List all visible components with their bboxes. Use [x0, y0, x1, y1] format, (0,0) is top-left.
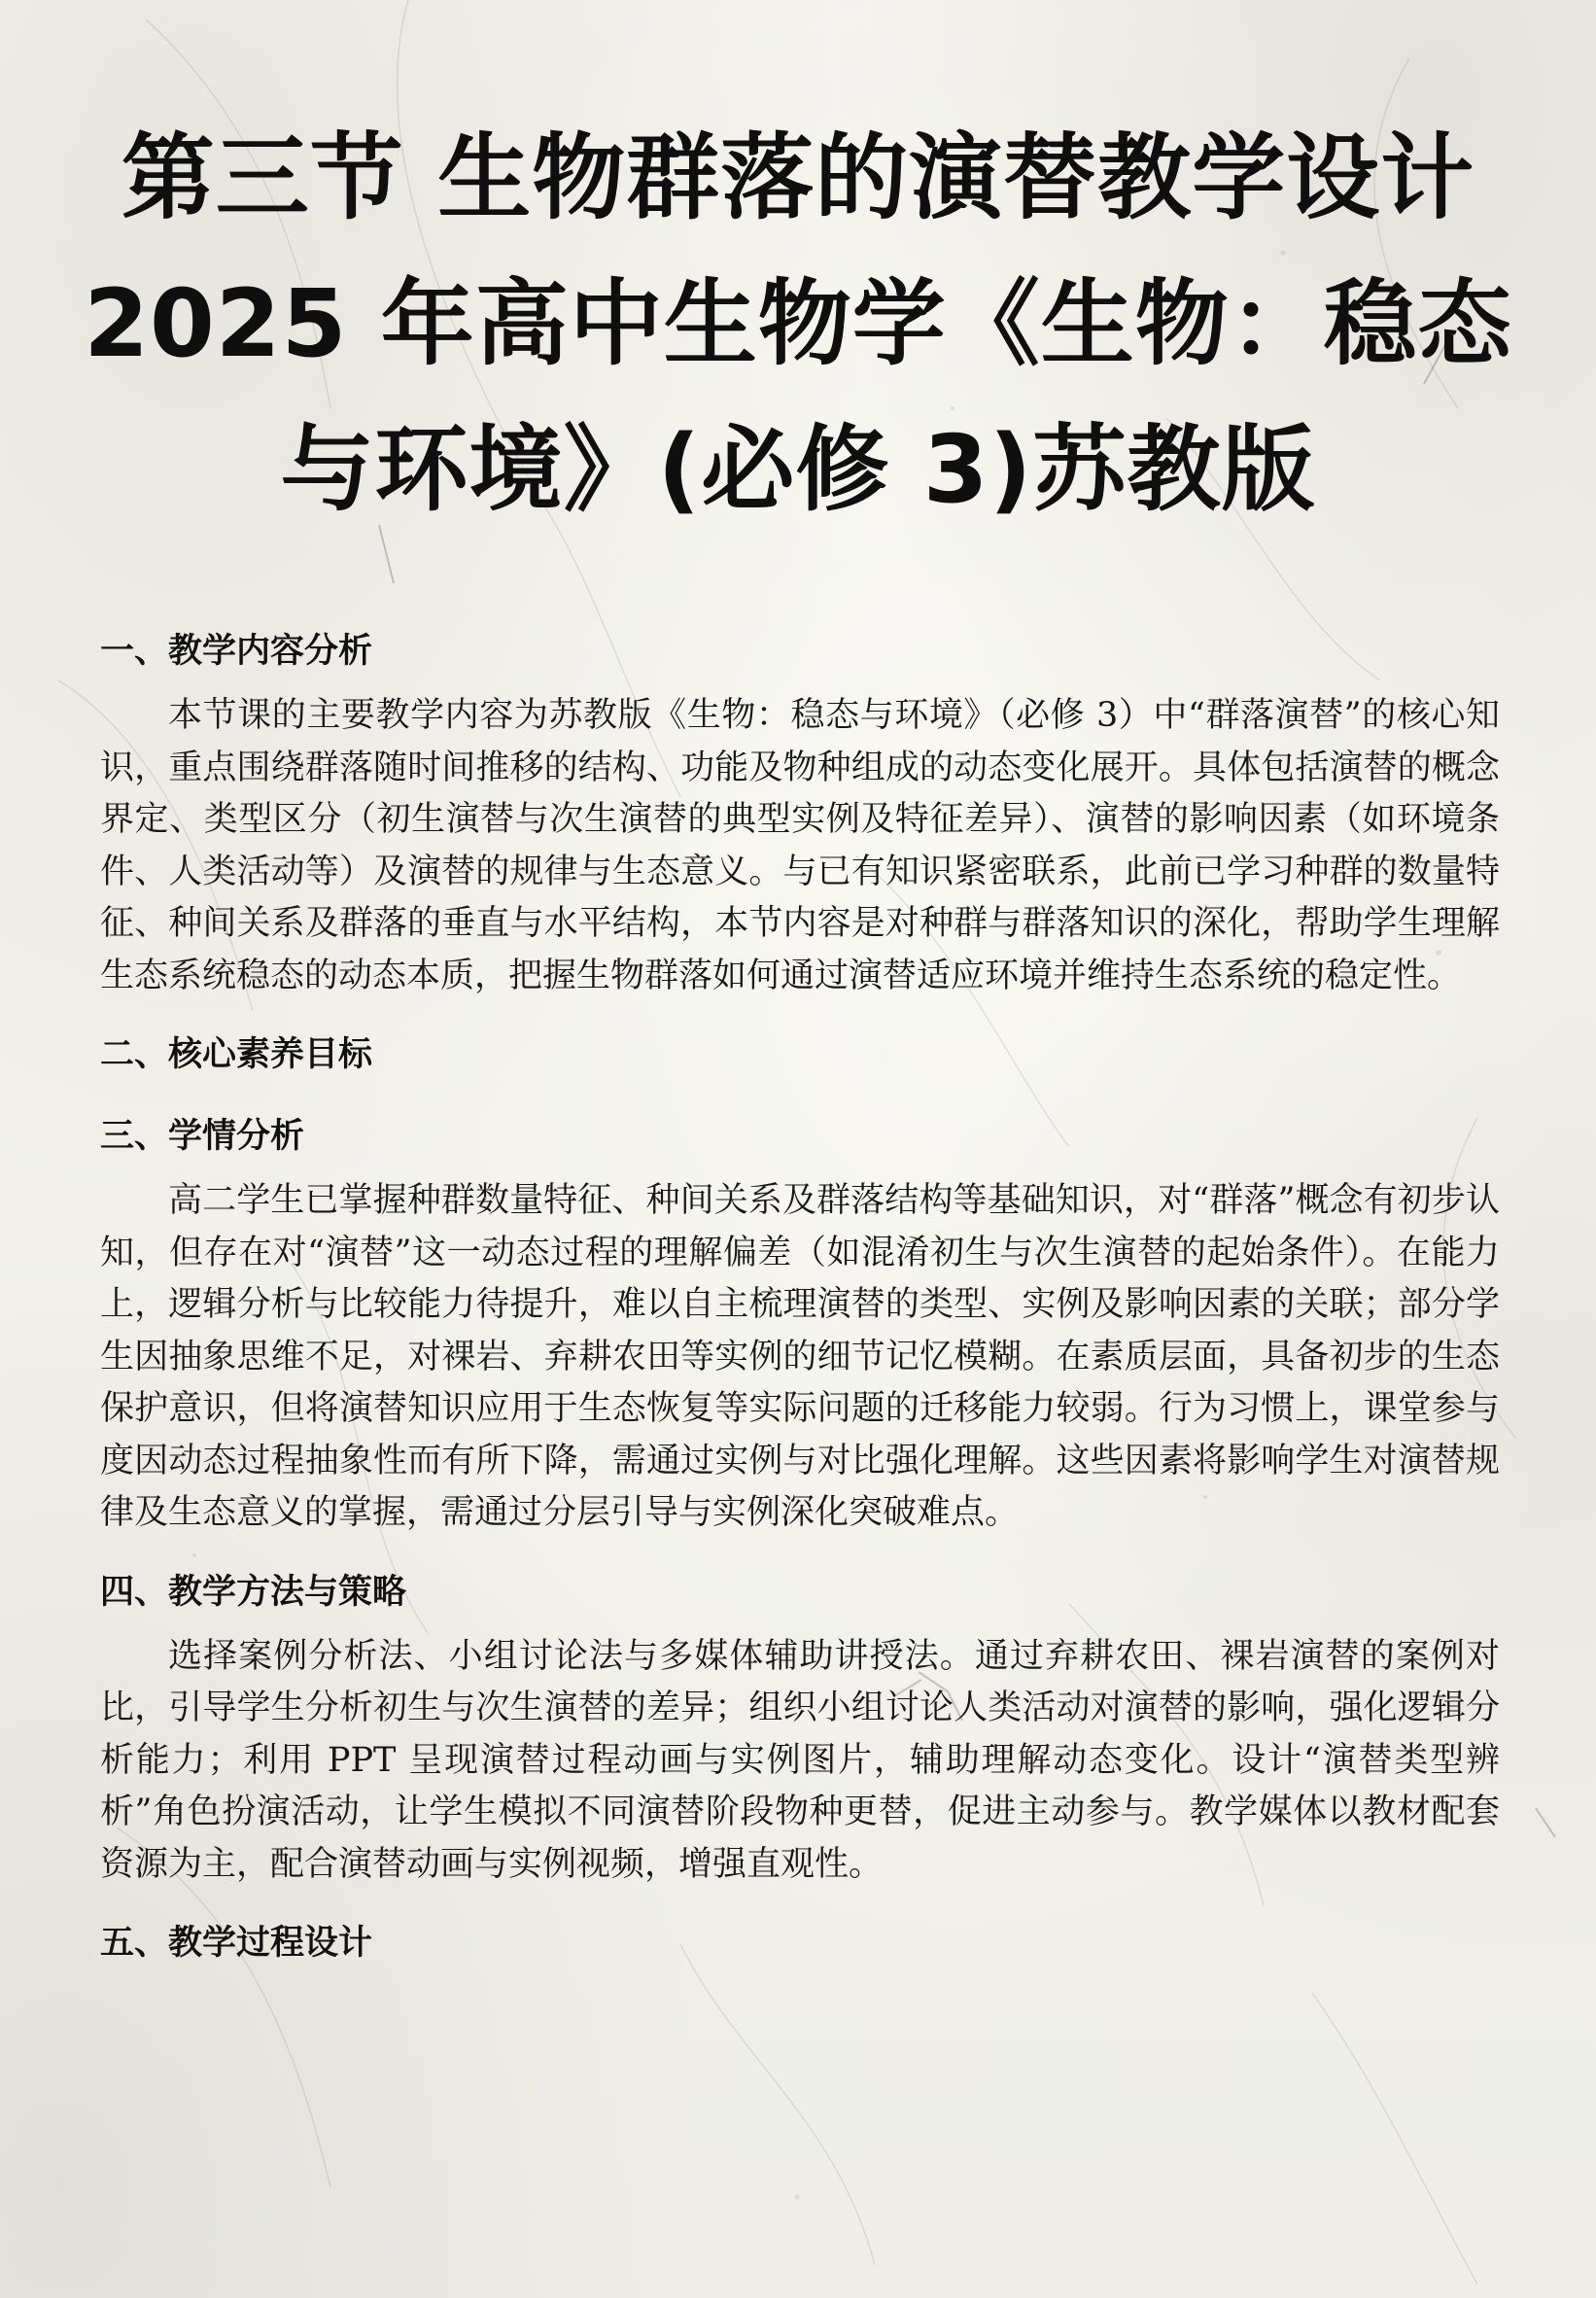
section-paragraph-content-analysis: 本节课的主要教学内容为苏教版《生物：稳态与环境》（必修 3）中“群落演替”的核心知识，重点围绕群落随时间推移的结构、功能及物种组成的动态变化展开。具体包括演替的概念界定、类型区分（初生演替与次生演替的典型实例及特征差异）、演替的影响因素（如环境条件、人类活动等）及演替的规律与生态意义。与已有知识紧密联系，此前已学习种群的数量特征、种间关系及群落的垂直与水平结构，本节内容是对种群与群落知识的深化，帮助学生理解生态系统稳态的动态本质，把握生物群落如何通过演替适应环境并维持生态系统的稳定性。	[100, 696, 1500, 995]
section-paragraph-methods: 选择案例分析法、小组讨论法与多媒体辅助讲授法。通过弃耕农田、裸岩演替的案例对比，引导学生分析初生与次生演替的差异；组织小组讨论人类活动对演替的影响，强化逻辑分析能力；利用 PPT 呈现演替过程动画与实例图片，辅助理解动态变化。设计“演替类型辨析”角色扮演活动，让学生模拟不同演替阶段物种更替，促进主动参与。教学媒体以教材配套资源为主，配合演替动画与实例视频，增强直观性。	[100, 1636, 1500, 1884]
section-heading-student-analysis: 三、学情分析	[100, 1117, 305, 1156]
document-title: 第三节 生物群落的演替教学设计 2025 年高中生物学《生物：稳态与环境》(必修 3)苏教版	[84, 123, 1512, 524]
section-paragraph-student-analysis: 高二学生已掌握种群数量特征、种间关系及群落结构等基础知识，对“群落”概念有初步认知，但存在对“演替”这一动态过程的理解偏差（如混淆初生与次生演替的起始条件）。在能力上，逻辑分析与比较能力待提升，难以自主梳理演替的类型、实例及影响因素的关联；部分学生因抽象思维不足，对裸岩、弃耕农田等实例的细节记忆模糊。在素质层面，具备初步的生态保护意识，但将演替知识应用于生态恢复等实际问题的迁移能力较弱。行为习惯上，课堂参与度因动态过程抽象性而有所下降，需通过实例与对比强化理解。这些因素将影响学生对演替规律及生态意义的掌握，需通过分层引导与实例深化突破难点。	[100, 1181, 1500, 1532]
section-heading-process: 五、教学过程设计	[100, 1924, 373, 1963]
section-heading-methods: 四、教学方法与策略	[100, 1572, 407, 1612]
section-heading-core-literacy: 二、核心素养目标	[100, 1035, 373, 1074]
section-heading-content-analysis: 一、教学内容分析	[100, 632, 373, 671]
document-body	[100, 622, 1500, 1972]
